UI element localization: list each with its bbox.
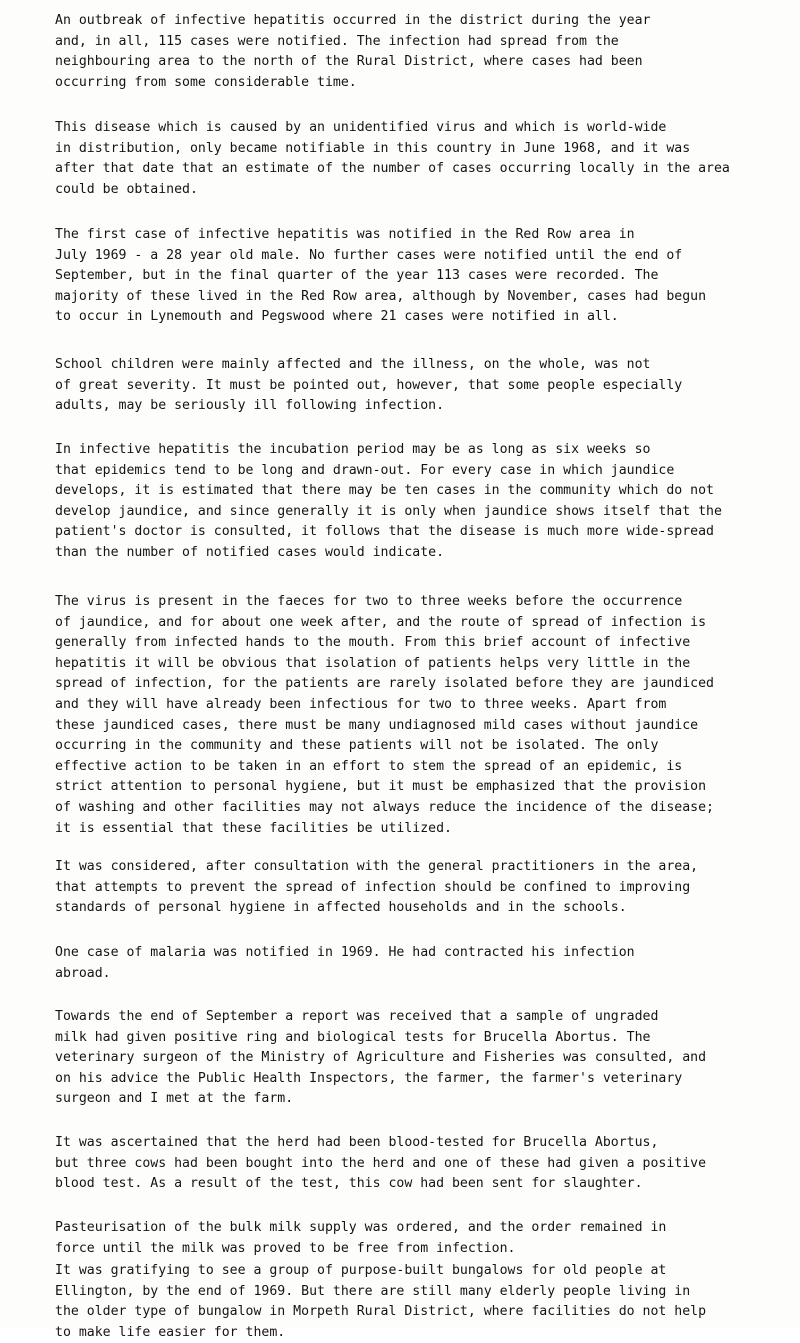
paragraph-school-children: School children were mainly affected and the illness, on the whole, was not of great severity. It must be pointed out, however, that some people especially adults, may be seriously ill following infection. [55,357,683,414]
paragraph-outbreak: An outbreak of infective hepatitis occurred in the district during the year and, in all, 115 cases were notified. The infection had spread from the neighbouring area to the north of the Rural District, where cases had been occurring from some considerable time. [55,13,651,90]
paragraph-consultation: It was considered, after consultation with the general practitioners in the area, that attempts to prevent the spread of infection should be confined to improving standards of personal hygiene in affected households and in the schools. [55,859,699,916]
paragraph-bungalows: It was gratifying to see a group of purpose-built bungalows for old people at Ellington, by the end of 1969. But there are still many elderly people living in the older type of bungalow in Morpeth Rural District, where facilities do not help to make life easier for them. [55,1263,707,1340]
paragraph-disease-notifiable: This disease which is caused by an unidentified virus and which is world-wide in distribution, only became notifiable in this country in June 1968, and it was after that date that an estimate of the number of cases occurring locally in the area could be obtained. [55,120,730,197]
paragraph-incubation: In infective hepatitis the incubation period may be as long as six weeks so that epidemics tend to be long and drawn-out. For every case in which jaundice develops, it is estimated that there may be ten cases in the community which do not develop jaundice, and since generally it is only when jaundice shows itself that the patient's doctor is consulted, it follows that the disease is much more wide-spread than the number of notified cases would indicate. [55,442,722,560]
paragraph-malaria: One case of malaria was notified in 1969. He had contracted his infection abroad. [55,945,635,981]
paragraph-herd-tested: It was ascertained that the herd had been blood-tested for Brucella Abortus, but three cows had been bought into the herd and one of these had given a positive blood test. As a result of the test, this cow had been sent for slaughter. [55,1135,707,1192]
paragraph-virus-spread: The virus is present in the faeces for two to three weeks before the occurrence of jaundice, and for about one week after, and the route of spread of infection is generally from infected hands to the mouth. From this brief account of infective hepatitis it will be obvious that isolation of patients helps very little in the spread of infection, for the patients are rarely isolated before they are jaundiced and they will have already been infectious for two to three weeks. Apart from these jaundiced cases, there must be many undiagnosed mild cases without jaundice occurring in the community and these patients will not be isolated. The only effective action to be taken in an effort to stem the spread of an epidemic, is strict attention to personal hygiene, but it must be emphasized that the provision of washing and other facilities may not always reduce the incidence of the disease; it is essential that these facilities be utilized. [55,594,714,836]
paragraph-pasteurisation: Pasteurisation of the bulk milk supply was ordered, and the order remained in force until the milk was proved to be free from infection. [55,1220,667,1256]
paragraph-brucella-report: Towards the end of September a report was received that a sample of ungraded milk had given positive ring and biological tests for Brucella Abortus. The veterinary surgeon of the Ministry of Agriculture and Fisheries was consulted, and on his advice the Public Health Inspectors, the farmer, the farmer's veterinary surgeon and I met at the farm. [55,1009,707,1107]
paragraph-first-case: The first case of infective hepatitis was notified in the Red Row area in July 1969 - a 28 year old male. No further cases were notified until the end of September, but in the final quarter of the year 113 cases were recorded. The majority of these lived in the Red Row area, although by November, cases had begun to occur in Lynemouth and Pegswood where 21 cases were notified in all. [55,227,707,325]
